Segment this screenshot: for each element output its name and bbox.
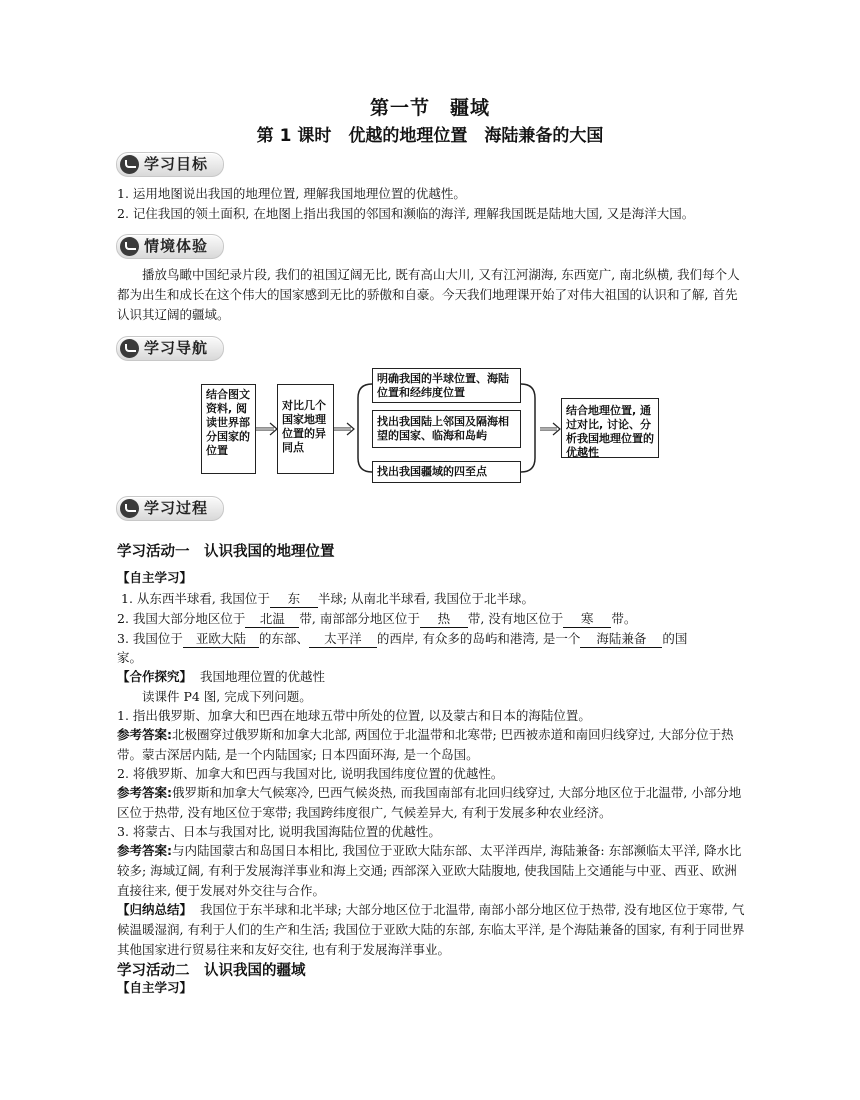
answer-2: 参考答案:俄罗斯和加拿大气候寒冷, 巴西气候炎热, 而我国南部有北回归线穿过, 大部分地区位于北温带, 小部分地区位于热带, 没有地区位于寒带; 我国跨纬度很广, 气候差异大, 有利于发展多种农业经济。 [117, 785, 742, 820]
goal-item-2: 2. 记住我国的领土面积, 在地图上指出我国的邻国和濒临的海洋, 理解我国既是陆地大国, 又是海洋大国。 [117, 206, 695, 221]
read-instruction: 读课件 P4 图, 完成下列问题。 [142, 689, 312, 704]
answer-blank: 海陆兼备 [580, 631, 662, 648]
answer-1: 参考答案:北极圈穿过俄罗斯和加拿大北部, 两国位于北温带和北寒带; 巴西被赤道和南回归线穿过, 大部分位于热带。蒙古深居内陆, 是一个内陆国家; 日本四面环海, 是一个岛国。 [117, 727, 734, 762]
flow-box-neighbors: 找出我国陆上邻国及隔海相望的国家、临海和岛屿 [372, 410, 521, 448]
badge-icon [120, 499, 139, 518]
answer-3: 参考答案:与内陆国蒙古和岛国日本相比, 我国位于亚欧大陆东部、太平洋西岸, 海陆兼备: 东部濒临太平洋, 降水比较多; 海域辽阔, 有利于发展海洋事业和海上交通; 西部深入亚欧大陆腹地, 使我国陆上交通能与中亚、西亚、欧洲直接往来, 便于发展对外交往与合作。 [117, 843, 742, 898]
answer-blank: 亚欧大陆 [183, 631, 259, 648]
summary: 【归纳总结】 我国位于东半球和北半球; 大部分地区位于北温带, 南部小部分地区位于热带, 没有地区位于寒带, 气候温暖湿润, 有利于人们的生产和生活; 我国位于亚欧大陆的东部, 东临太平洋, 是个海陆兼备的国家, 有利于同世界其他国家进行贸易往来和友好交往, 也有利于发展海洋事业。 [117, 902, 745, 957]
arrow-3 [540, 423, 560, 435]
question-3: 3. 我国位于 亚欧大陆 的东部、 太平洋 的西岸, 有众多的岛屿和港湾, 是一个 海陆兼备 的国 [117, 631, 688, 646]
activity1-heading: 学习活动一 认识我国的地理位置 [117, 544, 335, 560]
badge-label: 情境体验 [144, 237, 209, 255]
problem-3: 3. 将蒙古、日本与我国对比, 说明我国海陆位置的优越性。 [117, 824, 441, 839]
situation-paragraph: 播放鸟瞰中国纪录片段, 我们的祖国辽阔无比, 既有高山大川, 又有江河湖海, 东西宽广, 南北纵横, 我们每个人都为出生和成长在这个伟大的国家感到无比的骄傲和自豪。今天我们地理课开始了对伟大祖国的认识和了解, 首先认识其辽阔的疆域。 [117, 267, 740, 322]
badge-label: 学习导航 [144, 339, 209, 357]
flow-box-extremes: 找出我国疆域的四至点 [372, 461, 521, 483]
question-1: 1. 从东西半球看, 我国位于 东 半球; 从南北半球看, 我国位于北半球。 [121, 591, 534, 606]
answer-blank: 太平洋 [309, 631, 377, 648]
lesson-subtitle: 第 1 课时 优越的地理位置 海陆兼备的大国 [256, 126, 604, 146]
arrow-1 [256, 423, 277, 435]
brace-left [358, 384, 372, 472]
self-study-label: 【自主学习】 [117, 570, 193, 585]
problem-2: 2. 将俄罗斯、加拿大和巴西与我国对比, 说明我国纬度位置的优越性。 [117, 766, 504, 781]
answer-blank: 热 [420, 611, 468, 628]
flow-box-result: 结合地理位置, 通过对比, 讨论、分析我国地理位置的优越性 [561, 398, 659, 458]
flow-box-read-maps: 结合图文资料, 阅读世界部分国家的位置 [201, 384, 256, 474]
answer-blank: 北温 [245, 611, 299, 628]
arrow-2 [334, 423, 354, 435]
question-2: 2. 我国大部分地区位于 北温 带, 南部部分地区位于 热 带, 没有地区位于 寒 带。 [117, 611, 637, 626]
answer-blank: 东 [270, 591, 318, 608]
self-study-label-2: 【自主学习】 [117, 980, 193, 995]
answer-blank: 寒 [563, 611, 611, 628]
page-title: 第一节 疆域 [369, 97, 490, 119]
flow-box-location: 明确我国的半球位置、海陆位置和经纬度位置 [372, 368, 521, 403]
flow-box-compare: 对比几个国家地理位置的异同点 [277, 384, 334, 474]
activity2-heading: 学习活动二 认识我国的疆域 [117, 963, 306, 979]
goal-item-1: 1. 运用地图说出我国的地理位置, 理解我国地理位置的优越性。 [117, 186, 466, 201]
badge-label: 学习目标 [144, 155, 209, 173]
coop-heading: 【合作探究】 我国地理位置的优越性 [117, 669, 325, 684]
problem-1: 1. 指出俄罗斯、加拿大和巴西在地球五带中所处的位置, 以及蒙古和日本的海陆位置。 [117, 708, 591, 723]
brace-right [521, 384, 535, 472]
badge-label: 学习过程 [144, 499, 209, 517]
section-badge-process [116, 496, 224, 521]
question-3-cont: 家。 [117, 650, 143, 665]
